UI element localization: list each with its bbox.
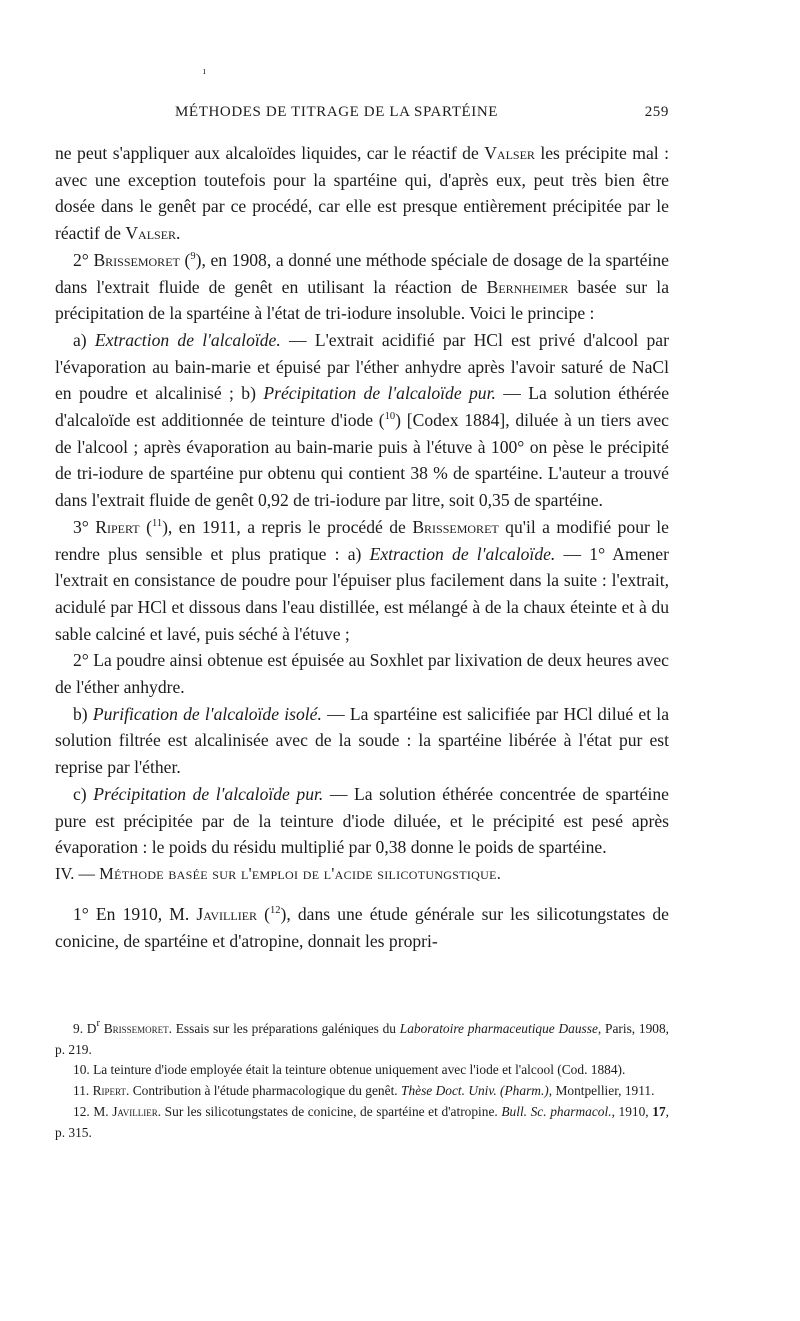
author-name: Ripert — [95, 516, 140, 537]
author-name: Valser — [125, 223, 177, 244]
paragraph-2: 2° Brissemoret ($^9$), en 1908, a donné une méthode spéciale de dosage de la spartéine dans l'extrait fluide de genêt en utilisant la réaction de Bernheimer basée sur la précipitation de la spartéine à l'état de tri-iodure insoluble. Voici le principe : — [55, 249, 670, 324]
section-paragraph: 1° En 1910, M. Javillier ($^{12}$), dans une étude générale sur les silicotungstates de conicine, de spartéine et d'atropine, donnait les propri- — [55, 903, 669, 951]
body-text — [55, 140, 669, 954]
author-name: Valser — [484, 143, 535, 163]
running-title: MÉTHODES DE TITRAGE DE LA SPARTÉINE — [175, 104, 499, 120]
footnote-12: 12. M. Javillier. Sur les silicotungstates de conicine, de spartéine et d'atropine. Bull. Sc. pharmacol., 1910, 17, p. 315. — [55, 1103, 669, 1140]
paragraph-3: a) Extraction de l'alcaloïde. — L'extrait acidifié par HCl est privé d'alcool par l'évaporation au bain-marie et épuisé par l'éther anhydre après l'avoir saturé de NaCl en poudre et alcalinisé ; b) Précipitation de l'alcaloïde pur. — La solution éthérée d'alcaloïde est additionnée de teinture d'iode ($^{10}$) [Codex 1884], diluée à un tiers avec de l'alcool ; après évaporation au bain-marie puis à l'étuve à 100° on pèse le précipité de tri-iodure de spartéine pur obtenu qui contient 38 % de spartéine. L'auteur a trouvé dans l'extrait fluide de genêt 0,92 de tri-iodure par litre, soit 0,35 de spartéine. — [55, 329, 669, 511]
footnote-10: 10. La teinture d'iode employée était la teinture obtenue uniquement avec l'iode et l'alcool (Cod. 1884). — [73, 1062, 626, 1078]
author-name: Brissemoret — [412, 516, 499, 537]
author-name: Brissemoret — [93, 249, 180, 270]
author-name: Javillier — [196, 903, 258, 924]
section-heading: IV. — Méthode basée sur l'emploi de l'acide silicotungstique. — [55, 863, 502, 883]
paragraph-6: b) Purification de l'alcaloïde isolé. — La spartéine est salicifiée par HCl dilué et la solution filtrée est alcalinisée avec de la soude : la spartéine libérée à l'état pur est reprise par l'éther. — [55, 703, 670, 778]
footnote-ref[interactable]: 10 — [384, 411, 396, 423]
author-name: Bernheimer — [486, 276, 569, 297]
footnotes — [55, 1019, 669, 1143]
footnote-ref[interactable]: 12 — [270, 904, 281, 916]
paragraph-4: 3° Ripert ($^{11}$), en 1911, a repris le procédé de Brissemoret qu'il a modifié pour le rendre plus sensible et plus pratique : a) Extraction de l'alcaloïde. — 1° Amener l'extrait en consistance de poudre pour l'épuiser plus facilement dans la suite : l'extrait, acidulé par HCl et dissous dans l'eau distillée, est mélangé à de la chaux éteinte et à du sable calciné et lavé, puis séché à l'étuve ; — [55, 516, 669, 644]
page-number: 259 — [644, 104, 669, 120]
paragraph-7: c) Précipitation de l'alcaloïde pur. — La solution éthérée concentrée de spartéine pure est précipitée par de la teinture d'iode diluée, et le précipité est pesé après évaporation : le poids du résidu multiplié par 0,38 donne le poids de spartéine. — [55, 783, 669, 858]
footnote-ref[interactable]: 9 — [190, 250, 196, 262]
paragraph-5: 2° La poudre ainsi obtenue est épuisée au Soxhlet par lixivation de deux heures avec de l'éther anhydre. — [55, 650, 669, 698]
paragraph-1: ne peut s'appliquer aux alcaloïdes liquides, car le réactif de Valser les précipite mal : avec une exception toutefois pour la spartéine qui, d'après eux, peut très bien être dosée dans le genêt par ce procédé, car elle est presque entièrement précipitée par le réactif de Valser. — [55, 143, 669, 244]
footnote-11: 11. Ripert. Contribution à l'étude pharmacologique du genêt. Thèse Doct. Univ. (Pharm.), Montpellier, 1911. — [73, 1083, 655, 1099]
footnote-ref[interactable]: 11 — [151, 517, 163, 529]
footnote-9: 9. $D^r$ Brissemoret. Essais sur les préparations galéniques du Laboratoire pharmaceutique Dausse, Paris, 1908, p. 219. — [55, 1018, 670, 1057]
print-mark: ı — [203, 66, 206, 77]
